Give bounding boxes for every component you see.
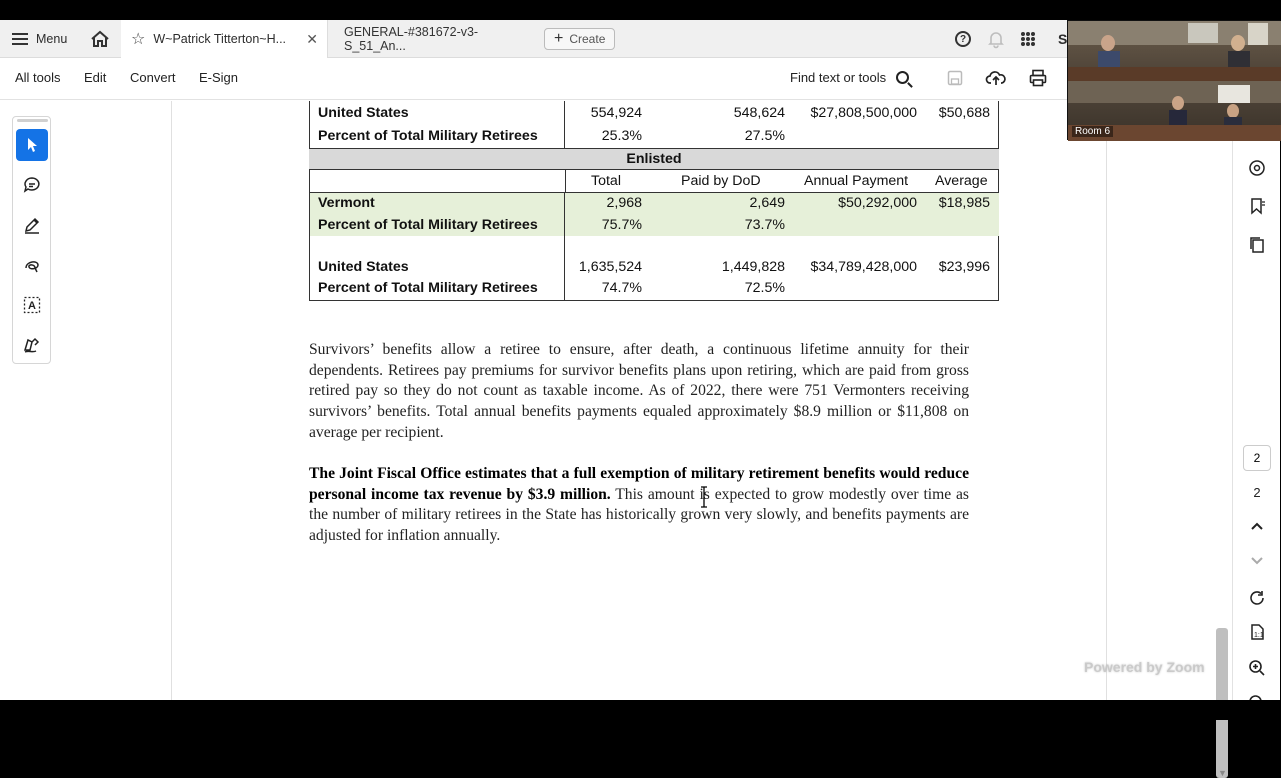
table-row: Percent of Total Military Retirees 74.7% 72.5% [318,280,785,296]
room-label: Room 6 [1072,126,1113,137]
cloud-upload-icon [986,69,1006,87]
video-top-feed [1068,21,1281,81]
tab-label: GENERAL-#381672-v3-S_51_An... [344,25,479,53]
zoom-watermark: Powered by Zoom [1084,659,1205,675]
convert-menu[interactable]: Convert [130,70,176,85]
sign-tool-button[interactable] [16,329,48,361]
acrobat-window [0,20,1280,778]
header-average: Average [935,173,988,189]
svg-text:1:1: 1:1 [1254,632,1264,639]
help-button[interactable] [955,20,971,58]
highlight-tool-button[interactable] [16,209,48,241]
fit-page-button[interactable] [1245,620,1269,644]
printer-icon [1029,69,1047,87]
column-headers [309,170,999,192]
rail-grip[interactable] [17,119,48,122]
zoom-in-button[interactable] [1245,656,1269,680]
esign-menu[interactable]: E-Sign [199,70,239,85]
officer-block [309,101,999,148]
estimate-bold: The Joint Fiscal Office estimates that a full exemption of military retirement benefits would reduce personal income tax revenue by $3.9 million. [309,465,969,503]
table-row: Vermont 2,968 2,649 $50,292,000 $18,985 [318,195,990,211]
header-annual-payment: Annual Payment [804,173,909,189]
find-tools-search[interactable] [790,70,909,85]
comment-tool-button[interactable] [16,169,48,201]
document-viewport[interactable] [0,101,1232,778]
header-paid-by-dod: Paid by DoD [681,173,761,189]
table-row: Percent of Total Military Retirees 75.7% 73.7% [318,217,785,233]
create-label: Create [569,32,606,46]
scroll-down-arrow[interactable]: ▼ [1218,768,1227,778]
bookmark-icon [1248,197,1266,215]
text-box-icon [23,296,41,314]
select-tool-button[interactable] [16,129,48,161]
edit-menu[interactable]: Edit [84,70,107,85]
pen-icon [23,216,41,234]
next-page-button[interactable] [1245,548,1269,572]
bell-icon [987,30,1005,48]
bookmarks-panel-button[interactable] [1245,194,1269,218]
save-button[interactable] [944,67,966,89]
bottom-letterbox [0,700,1280,720]
enlisted-header: Enlisted [309,148,999,170]
draw-tool-button[interactable] [16,249,48,281]
table-row: Percent of Total Military Retirees 25.3% 27.5% [318,128,785,144]
chevron-up-icon [1250,520,1264,534]
page-fit-icon [1248,623,1266,641]
copy-pages-icon [1248,236,1266,254]
create-button[interactable] [544,28,615,50]
home-icon [90,30,110,48]
previous-page-button[interactable] [1245,515,1269,539]
svg-text:A: A [28,300,36,312]
notifications-button[interactable] [987,20,1005,58]
apps-button[interactable] [1020,20,1036,58]
quick-tools-rail [12,116,51,364]
header-total: Total [591,173,621,189]
vermont-block [309,192,999,236]
comment-icon [23,176,41,194]
star-icon[interactable]: ☆ [131,31,146,48]
insights-panel-button[interactable] [1245,156,1269,180]
chevron-down-icon [1250,553,1264,567]
at-comment-icon [1248,159,1266,177]
tab-label: W~Patrick Titterton~H... [153,32,287,46]
search-icon [896,71,909,84]
menu-button[interactable] [12,20,67,58]
sign-in-cut[interactable]: S [1058,31,1068,47]
save-icon [947,70,963,86]
page-total: 2 [1253,484,1261,500]
find-label: Find text or tools [790,70,887,85]
meeting-room-picture [1068,21,1281,81]
top-letterbox [0,0,1280,20]
estimate-rest: This amount is expected to grow modestly over time as the number of military retirees in the State has historically grown very slowly, and benefits payments are adjusted for inflation annually. [309,485,969,545]
upload-button[interactable] [985,67,1007,89]
us-enlisted-block [309,236,999,301]
estimate-paragraph [309,464,969,547]
plus-icon: + [554,30,564,47]
home-button[interactable] [88,20,112,58]
video-thumbnail[interactable] [1067,20,1280,140]
page-number-input[interactable]: 2 [1243,445,1271,471]
cursor-arrow-icon [24,137,40,153]
tab-document-active[interactable] [121,20,328,58]
refresh-icon [1248,589,1266,607]
print-button[interactable] [1027,67,1049,89]
survivors-paragraph: Survivors’ benefits allow a retiree to ensure, after death, a continuous lifetime annuity for their dependents. Retirees pay premiums for survivor benefits plans upon retiring, which are paid from gross retired pay so they do not count as taxable income. As of 2022, there were 751 Vermonters receiving survivors’ benefits. Total annual benefits payments equaled approximately $8.9 million or $11,808 on average per recipient. [309,341,969,441]
zoom-in-icon [1248,659,1266,677]
table-row: United States 1,635,524 1,449,828 $34,789,428,000 $23,996 [318,259,990,275]
help-icon: ? [955,31,971,47]
tab-document-general[interactable] [334,20,539,58]
right-panel-rail [1232,101,1280,700]
freehand-icon [23,256,41,274]
table-row: United States 554,924 548,624 $27,808,500,000 $50,688 [318,105,990,121]
all-tools-menu[interactable]: All tools [15,70,61,85]
text-cursor-icon [701,486,707,508]
text-tool-button[interactable] [16,289,48,321]
close-tab-icon[interactable]: ✕ [306,30,318,47]
menu-label: Menu [36,32,68,46]
apps-grid-icon [1020,31,1036,47]
pages-panel-button[interactable] [1245,233,1269,257]
hamburger-icon [12,33,28,45]
signature-pen-icon [23,336,41,354]
rotate-button[interactable] [1245,586,1269,610]
retirees-table [309,101,999,301]
